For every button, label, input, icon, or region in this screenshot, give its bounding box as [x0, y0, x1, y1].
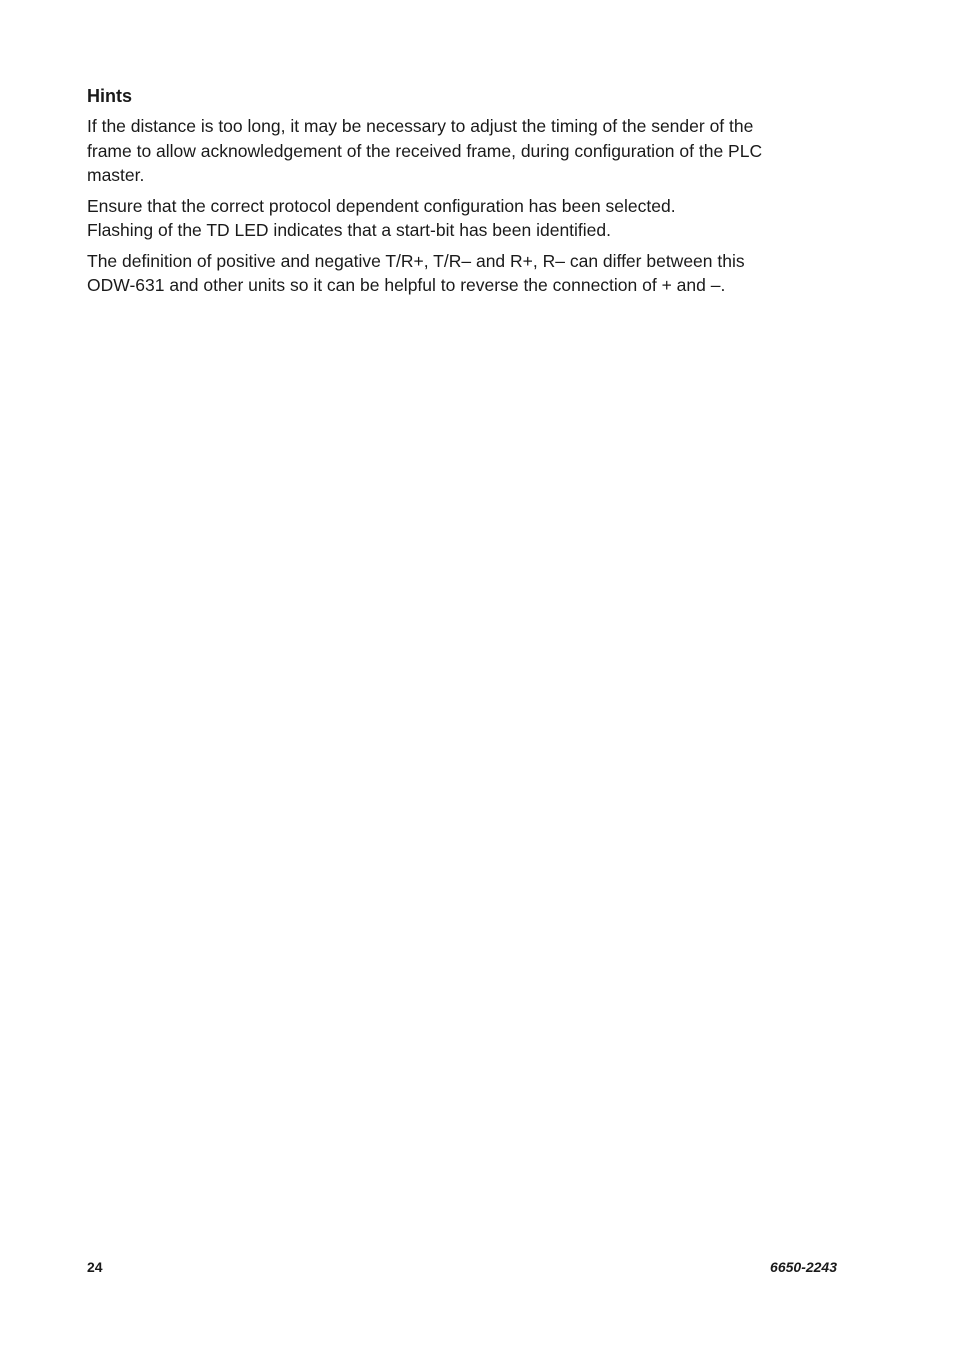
- paragraph-line: If the distance is too long, it may be necessary to adjust the timing of the sender of the: [87, 116, 754, 136]
- paragraph-line: The definition of positive and negative T/R+, T/R– and R+, R– can differ between this: [87, 250, 745, 271]
- page-footer: [87, 1259, 837, 1279]
- section-heading: Hints: [87, 86, 132, 106]
- document-number: 6650-2243: [770, 1259, 837, 1275]
- paragraph-line: Flashing of the TD LED indicates that a start-bit has been identified.: [87, 220, 612, 240]
- paragraph-configuration-hint: [87, 194, 837, 243]
- paragraph-line: ODW-631 and other units so it can be helpful to reverse the connection of + and –.: [87, 275, 726, 295]
- page-number: 24: [87, 1259, 103, 1275]
- paragraph-distance-hint: [87, 114, 837, 188]
- paragraph-line: frame to allow acknowledgement of the received frame, during configuration of the PLC: [87, 140, 763, 161]
- paragraph-line: master.: [87, 165, 145, 185]
- page-content: [87, 84, 837, 304]
- paragraph-line: Ensure that the correct protocol dependent configuration has been selected.: [87, 195, 676, 216]
- paragraph-polarity-hint: [87, 249, 837, 298]
